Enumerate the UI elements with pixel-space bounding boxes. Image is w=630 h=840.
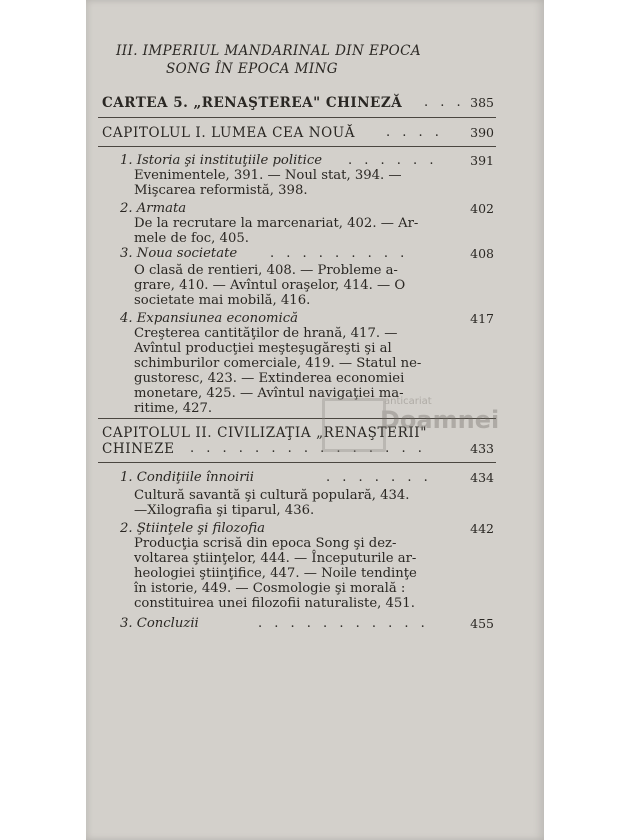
divider [98, 462, 496, 463]
section-line: Evenimentele, 391. — Noul stat, 394. — [134, 168, 402, 183]
section-line: constituirea unei filozofii naturaliste, 451. [134, 596, 415, 611]
section-line: societate mai mobilă, 416. [134, 293, 311, 308]
part-heading-line-1: III. IMPERIUL MANDARINAL DIN EPOCA [116, 43, 422, 59]
section-page-number: 408 [470, 246, 494, 261]
book-title: CARTEA 5. „RENAŞTEREA" CHINEZĂ [102, 95, 403, 111]
section-line: De la recrutare la marcenariat, 402. — Ar- [134, 216, 419, 231]
section-line: —Xilografia şi tiparul, 436. [134, 503, 315, 518]
chapter-1-page-number: 390 [470, 125, 494, 140]
chapter-2-title-line-1: CAPITOLUL II. CIVILIZAŢIA „RENAŞTERII" [102, 425, 428, 441]
dot-leader: . . . . . . [348, 153, 438, 168]
section-line: O clasă de rentieri, 408. — Probleme a- [134, 263, 398, 278]
section-line: grare, 410. — Avîntul oraşelor, 414. — O [134, 278, 406, 293]
section-line: monetare, 425. — Avîntul navigaţiei ma- [134, 386, 404, 401]
chapter-2-page-number: 433 [470, 441, 494, 456]
section-page-number: 434 [470, 470, 494, 485]
section-page-number: 455 [470, 616, 494, 631]
dot-leader: . . . . . . . . . [270, 246, 409, 261]
part-heading-line-2: SONG ÎN EPOCA MING [166, 61, 338, 77]
section-line: Cultură savantă şi cultură populară, 434. [134, 488, 410, 503]
section-line: mele de foc, 405. [134, 231, 249, 246]
divider [98, 146, 496, 147]
dot-leader: . . . . . . . . . . . . . . . [190, 441, 426, 456]
section-page-number: 417 [470, 311, 494, 326]
watermark-big-text: Doamnei [380, 406, 500, 434]
section-title: 4. Expansiunea economică [120, 311, 298, 326]
book-icon [322, 398, 386, 452]
section-page-number: 402 [470, 201, 494, 216]
section-line: gustoresc, 423. — Extinderea economiei [134, 371, 405, 386]
section-line: Avîntul producţiei meşteşugăreşti şi al [134, 341, 392, 356]
section-title: 3. Noua societate [120, 246, 238, 261]
section-title: 3. Concluzii [120, 616, 199, 631]
section-line: în istorie, 449. — Cosmologie şi morală : [134, 581, 406, 596]
dot-leader: . . . . . . . [326, 470, 432, 485]
section-line: Creşterea cantităţilor de hrană, 417. — [134, 326, 398, 341]
section-line: heologiei ştiinţifice, 447. — Noile tendinţe [134, 566, 417, 581]
dot-leader: . . . . . . . . . . . [258, 616, 429, 631]
book-page-number: 385 [470, 95, 494, 110]
section-page-number: 442 [470, 521, 494, 536]
dot-leader: . . . [424, 95, 465, 110]
chapter-1-title: CAPITOLUL I. LUMEA CEA NOUĂ [102, 125, 356, 141]
section-line: voltarea ştiinţelor, 444. — Începuturile ar- [134, 551, 417, 566]
section-title: 1. Istoria şi instituţiile politice [120, 153, 323, 168]
section-title: 1. Condiţiile înnoirii [120, 470, 255, 485]
divider [98, 117, 496, 118]
dot-leader: . . . . [386, 125, 443, 140]
section-title: 2. Armata [120, 201, 187, 216]
section-line: Producţia scrisă din epoca Song şi dez- [134, 536, 397, 551]
section-line: Mişcarea reformistă, 398. [134, 183, 308, 198]
section-page-number: 391 [470, 153, 494, 168]
section-line: schimburilor comerciale, 419. — Statul ne- [134, 356, 422, 371]
section-title: 2. Ştiinţele şi filozofia [120, 521, 266, 536]
watermark-logo [322, 390, 500, 460]
book-page [86, 0, 544, 840]
chapter-2-title-line-2: CHINEZE [102, 441, 175, 457]
section-line: ritime, 427. [134, 401, 213, 416]
watermark-small-text: anticariat [384, 396, 432, 407]
